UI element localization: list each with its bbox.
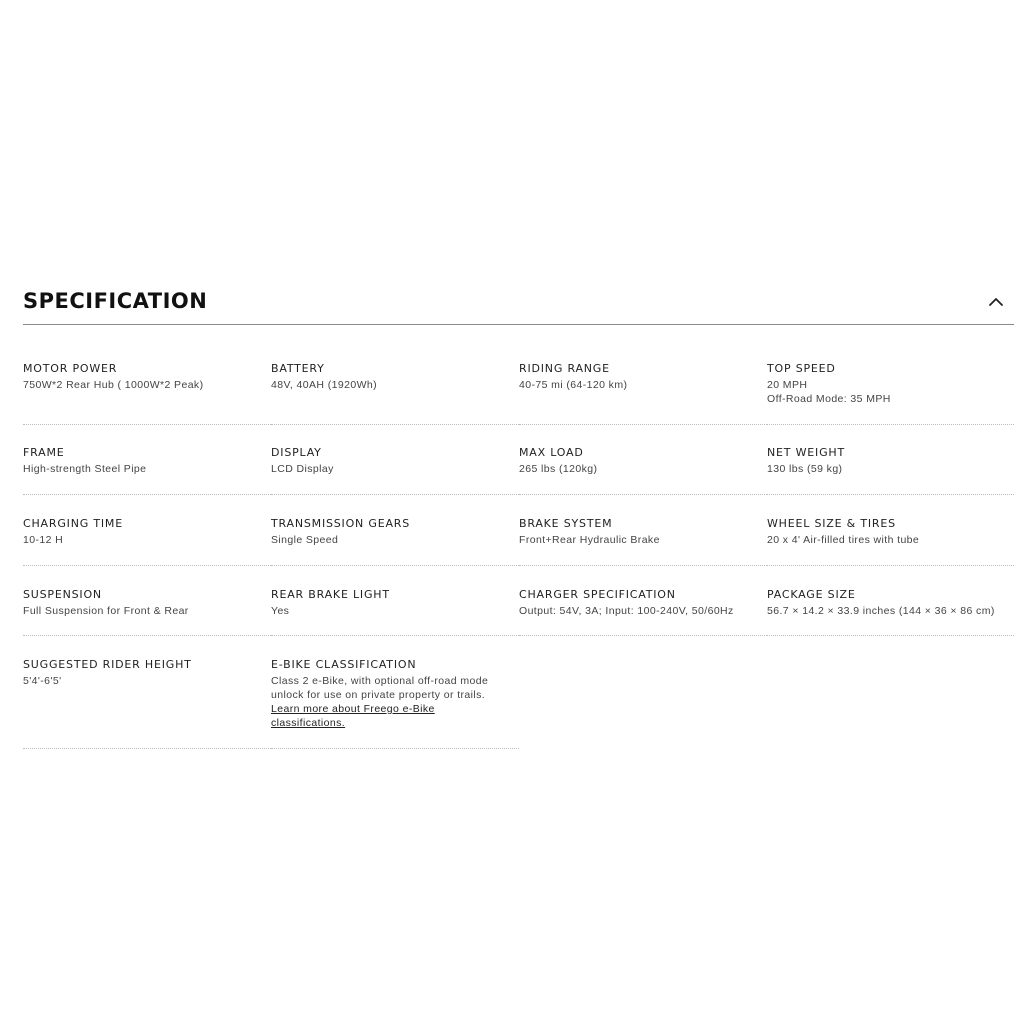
spec-charger-specification	[519, 566, 767, 636]
spec-value: Output: 54V, 3A; Input: 100-240V, 50/60Hz	[519, 605, 734, 617]
spec-value: Yes	[271, 605, 290, 617]
spec-label: E-BIKE CLASSIFICATION	[271, 658, 417, 671]
spec-max-load	[519, 425, 767, 495]
spec-label: CHARGER SPECIFICATION	[519, 588, 676, 601]
spec-transmission-gears	[271, 495, 519, 566]
spec-value: 48V, 40AH (1920Wh)	[271, 379, 378, 391]
spec-value: 10-12 H	[23, 534, 64, 546]
spec-label: BRAKE SYSTEM	[519, 517, 613, 530]
spec-value: 40-75 mi (64-120 km)	[519, 379, 628, 391]
spec-value: LCD Display	[271, 463, 334, 475]
spec-wheel-size-tires	[767, 495, 1014, 566]
spec-value-line: Off-Road Mode: 35 MPH	[767, 393, 891, 405]
spec-value: 56.7 × 14.2 × 33.9 inches (144 × 36 × 86 cm)	[767, 605, 995, 617]
spec-package-size	[767, 566, 1014, 636]
spec-label: RIDING RANGE	[519, 362, 610, 375]
spec-charging-time	[23, 495, 271, 566]
ebike-classification-link[interactable]: Learn more about Freego e-Bike classifications.	[271, 703, 435, 729]
spec-value: Front+Rear Hydraulic Brake	[519, 534, 660, 546]
spec-motor-power	[23, 325, 271, 425]
spec-label: WHEEL SIZE & TIRES	[767, 517, 896, 530]
spec-label: BATTERY	[271, 362, 325, 375]
spec-label: PACKAGE SIZE	[767, 588, 856, 601]
spec-suspension	[23, 566, 271, 636]
spec-display	[271, 425, 519, 495]
spec-value-text: Class 2 e-Bike, with optional off-road mode unlock for use on private property or trails.	[271, 675, 489, 701]
specification-section	[23, 284, 1014, 749]
spec-value: 130 lbs (59 kg)	[767, 463, 843, 475]
spec-value	[271, 674, 511, 730]
spec-net-weight	[767, 425, 1014, 495]
spec-label: DISPLAY	[271, 446, 322, 459]
spec-label: CHARGING TIME	[23, 517, 123, 530]
spec-battery	[271, 325, 519, 425]
spec-suggested-rider-height	[23, 636, 271, 749]
spec-value: High-strength Steel Pipe	[23, 463, 147, 475]
spec-empty-cell	[519, 636, 767, 749]
spec-empty-cell	[767, 636, 1014, 749]
spec-value: 750W*2 Rear Hub ( 1000W*2 Peak)	[23, 379, 204, 391]
chevron-up-icon[interactable]	[986, 292, 1006, 312]
spec-riding-range	[519, 325, 767, 425]
spec-value: Single Speed	[271, 534, 339, 546]
spec-frame	[23, 425, 271, 495]
spec-label: TOP SPEED	[767, 362, 836, 375]
spec-label: SUSPENSION	[23, 588, 102, 601]
spec-label: REAR BRAKE LIGHT	[271, 588, 390, 601]
spec-value: Full Suspension for Front & Rear	[23, 605, 189, 617]
specification-header[interactable]	[23, 284, 1014, 325]
section-title: SPECIFICATION	[23, 289, 208, 313]
spec-label: TRANSMISSION GEARS	[271, 517, 411, 530]
spec-ebike-classification	[271, 636, 519, 749]
spec-value: 20 x 4' Air-filled tires with tube	[767, 534, 920, 546]
spec-value: 5'4'-6'5'	[23, 675, 62, 687]
spec-label: MAX LOAD	[519, 446, 584, 459]
spec-brake-system	[519, 495, 767, 566]
spec-label: NET WEIGHT	[767, 446, 845, 459]
spec-top-speed	[767, 325, 1014, 425]
spec-label: FRAME	[23, 446, 65, 459]
spec-value: 265 lbs (120kg)	[519, 463, 598, 475]
spec-label: MOTOR POWER	[23, 362, 118, 375]
spec-value	[767, 378, 1006, 406]
spec-grid	[23, 325, 1014, 749]
spec-rear-brake-light	[271, 566, 519, 636]
spec-value-line: 20 MPH	[767, 379, 808, 391]
spec-label: SUGGESTED RIDER HEIGHT	[23, 658, 192, 671]
